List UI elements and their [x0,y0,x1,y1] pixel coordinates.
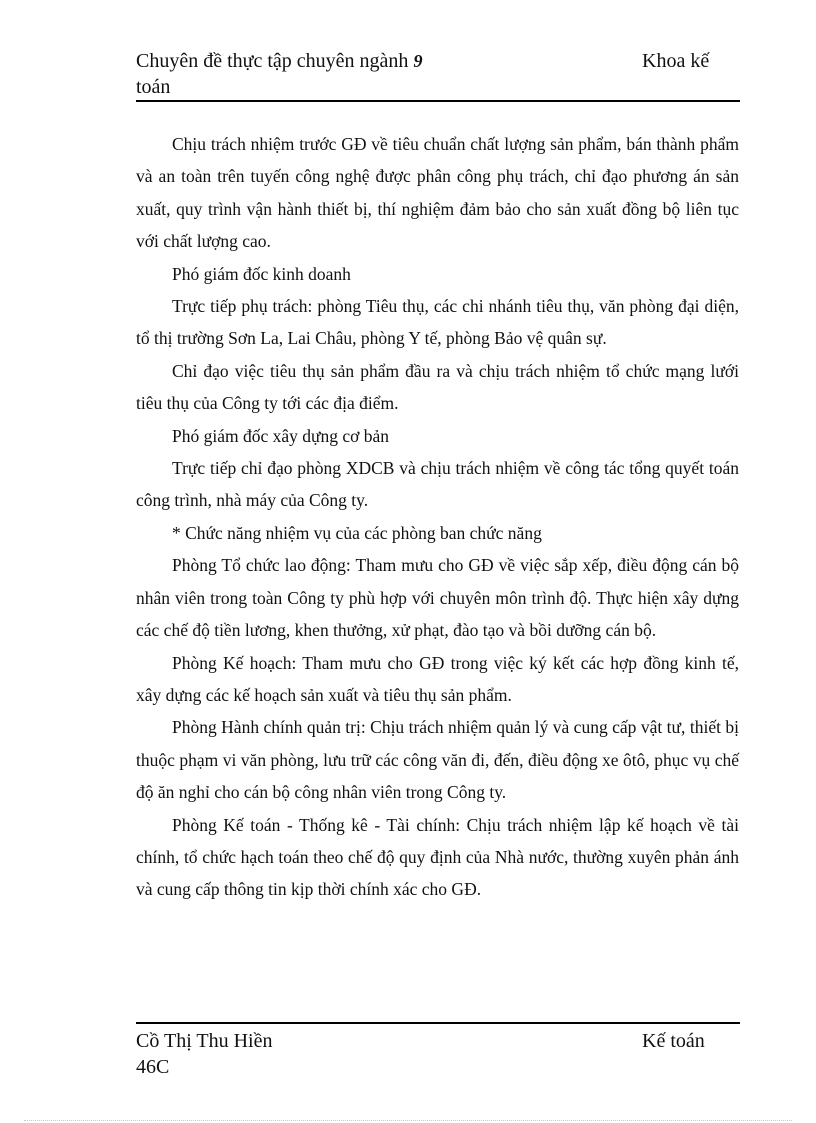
paragraph: * Chức năng nhiệm vụ của các phòng ban chức năng [172,522,542,543]
page-number: 9 [413,51,423,71]
paragraph: Phó giám đốc kinh doanh [172,263,351,284]
paragraph: Chịu trách nhiệm trước GĐ về tiêu chuẩn chất lượng sản phẩm, bán thành phẩm và an toàn trên tuyến công nghệ được phân công phụ trách, chỉ đạo phương án sản xuất, quy trình vận hành thiết bị, thí nghiệm đảm bảo cho sản xuất đồng bộ liên tục với chất lượng cao. [136,134,739,252]
header-department: Khoa kế [642,50,710,72]
paragraph: Phòng Kế toán - Thống kê - Tài chính: Chịu trách nhiệm lập kế hoạch về tài chính, tổ chức hạch toán theo chế độ quy định của Nhà nước, thường xuyên phản ánh và cung cấp thông tin kịp thời chính xác cho GĐ. [136,814,739,900]
class-code: 46C [136,1056,170,1078]
paragraph: Phòng Kế hoạch: Tham mưu cho GĐ trong việc ký kết các hợp đồng kinh tế, xây dựng các kế hoạch sản xuất và tiêu thụ sản phẩm. [136,652,739,705]
header-title [136,48,476,100]
paragraph: Trực tiếp phụ trách: phòng Tiêu thụ, các chi nhánh tiêu thụ, văn phòng đại diện, tổ thị trường Sơn La, Lai Châu, phòng Y tế, phòng Bảo vệ quân sự. [136,296,739,349]
page-footer [136,1022,740,1078]
paragraph: Trực tiếp chỉ đạo phòng XDCB và chịu trách nhiệm về công tác tổng quyết toán công trình, nhà máy của Công ty. [136,458,739,511]
author-name: Cồ Thị Thu Hiền [136,1030,273,1052]
header-title-line2: toán [136,76,171,98]
header-title-line1: Chuyên đề thực tập chuyên ngành [136,50,409,72]
paragraph: Phòng Tổ chức lao động: Tham mưu cho GĐ về việc sắp xếp, điều động cán bộ nhân viên trong toàn Công ty phù hợp với chuyên môn trình độ. Thực hiện xây dựng các chế độ tiền lương, khen thưởng, xử phạt, đào tạo và bồi dưỡng cán bộ. [136,555,739,641]
page-edge-divider [24,1120,792,1121]
document-body [136,128,739,906]
page-header [136,46,740,102]
footer-author [136,1028,436,1080]
paragraph: Chỉ đạo việc tiêu thụ sản phẩm đầu ra và chịu trách nhiệm tổ chức mạng lưới tiêu thụ của Công ty tới các địa điểm. [136,360,739,414]
paragraph: Phó giám đốc xây dựng cơ bản [172,425,390,446]
paragraph: Phòng Hành chính quản trị: Chịu trách nhiệm quản lý và cung cấp vật tư, thiết bị thuộc phạm vi văn phòng, lưu trữ các công văn đi, đến, điều động xe ôtô, phục vụ chế độ ăn nghỉ cho cán bộ công nhân viên trong Công ty. [136,717,739,803]
footer-class: Kế toán [642,1030,705,1052]
